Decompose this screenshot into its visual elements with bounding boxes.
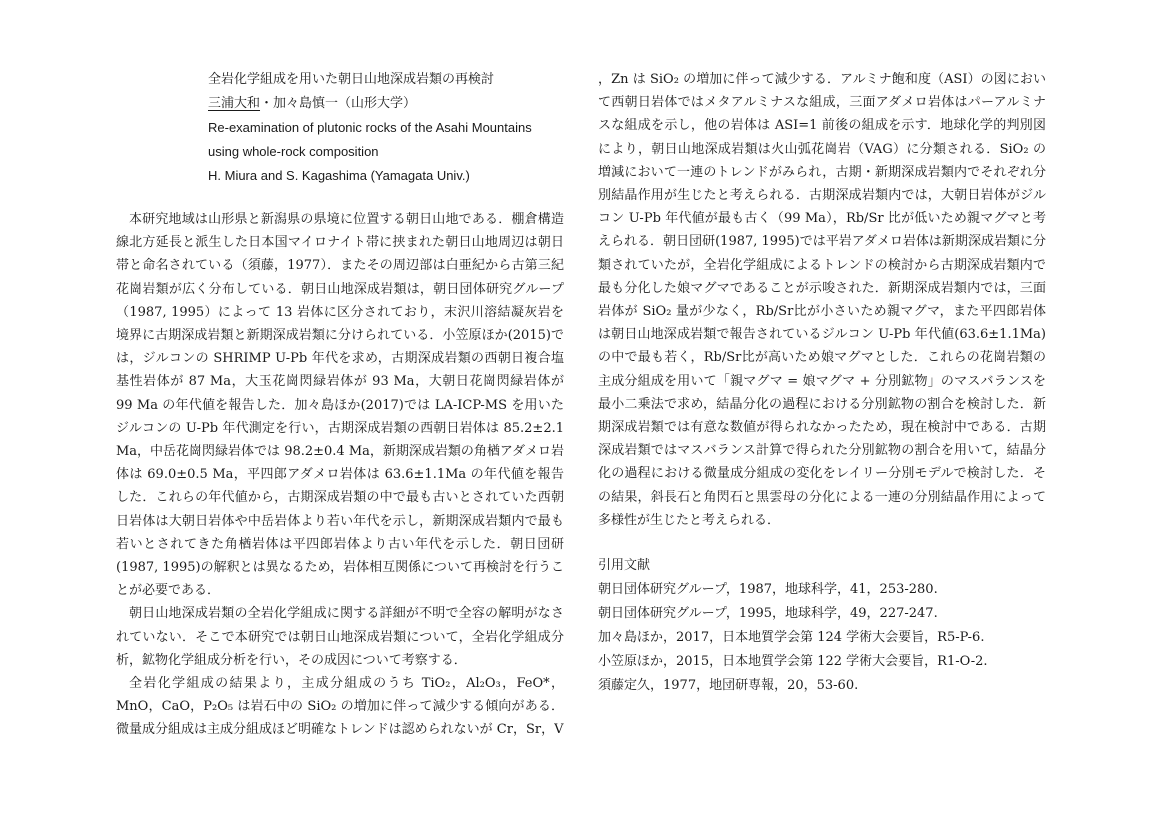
body-paragraph-3-continued: ，Zn は SiO₂ の増加に伴って減少する．アルミナ飽和度（ASI）の図において西朝日岩体ではメタアルミナスな組成，三面アダメロ岩体はパーアルミナスな組成を示し，他の岩体は ASI=1 前後の組成を示す．地球化学的判別図により，朝日山地深成岩類は火山弧花崗岩（VAG）に分類される．SiO₂ の増減において一連のトレンドがみられ，古期・新期深成岩類内でそれぞれ分別結晶作用が生じたと考えられる．古期深成岩類内では，大朝日岩体がジルコン U-Pb 年代値が最も古く（99 Ma），Rb/Sr 比が低いため親マグマと考えられる．朝日団研(1987, 1995)では平岩アダメロ岩体は新期深成岩類に分類されていたが，全岩化学組成によるトレンドの検討から古期深成岩類内で最も分化した娘マグマであることが示唆された．新期深成岩類内では，三面岩体が SiO₂ 量が少なく，Rb/Sr比が小さいため親マグマ，また平四郎岩体は朝日山地深成岩類で報告されているジルコン U-Pb 年代値(63.6±1.1Ma)の中で最も若く，Rb/Sr比が高いため娘マグマとした．これらの花崗岩類の主成分組成を用いて「親マグマ = 娘マグマ + 分別鉱物」のマスバランスを最小二乗法で求め，結晶分化の過程における分別鉱物の割合を検討した．新期深成岩類では有意な数値が得られなかったため，現在検討中である．古期深成岩類ではマスバランス計算で得られた分別鉱物の割合を用いて，結晶分化の過程における微量成分組成の変化をレイリー分別モデルで検討した．その結果，斜長石と角閃石と黒雲母の分化による一連の分別結晶作用によって多様性が生じたと考えられる． bbox=[598, 72, 1046, 528]
title-japanese: 全岩化学組成を用いた朝日山地深成岩類の再検討 bbox=[208, 72, 495, 87]
body-paragraph-3-start: 全岩化学組成の結果より，主成分組成のうち TiO₂，Al₂O₃，FeO*，MnO，CaO，P₂O₅ は岩石中の SiO₂ の増加に伴って減少する傾向がある．微量成分組成は主成分組成ほど明確なトレンドは認められないが Cr，Sr，V bbox=[116, 676, 564, 738]
body-text-left bbox=[116, 208, 564, 742]
reference-item: 加々島ほか，2017，日本地質学会第 124 学術大会要旨，R5-P-6. bbox=[598, 630, 985, 646]
title-english-line-1: Re-examination of plutonic rocks of the Asahi Mountains bbox=[208, 120, 532, 135]
authors-japanese bbox=[208, 92, 564, 116]
header-gap bbox=[116, 188, 564, 208]
reference-item: 朝日団体研究グループ，1987，地球科学，41，253-280. bbox=[598, 582, 938, 598]
presenting-author: 三浦大和 bbox=[208, 96, 261, 111]
left-column bbox=[116, 68, 564, 742]
co-authors: ・加々島慎一（山形大学） bbox=[260, 96, 417, 111]
reference-item: 須藤定久，1977，地団研専報，20，53-60. bbox=[598, 678, 859, 694]
abstract-header bbox=[208, 68, 564, 188]
references-heading: 引用文献 bbox=[598, 558, 651, 574]
body-paragraph-1: 本研究地域は山形県と新潟県の県境に位置する朝日山地である．棚倉構造線北方延長と派生した日本国マイロナイト帯に挟まれた朝日山地周辺は朝日帯と命名されている（須藤，1977）．またその周辺部は白亜紀から古第三紀花崗岩類が広く分布している．朝日山地深成岩類は，朝日団体研究グループ（1987, 1995）によって 13 岩体に区分されており，末沢川溶結凝灰岩を境界に古期深成岩類と新期深成岩類に分けられている．小笠原ほか(2015)では，ジルコンの SHRIMP U-Pb 年代を求め，古期深成岩類の西朝日複合塩基性岩体が 87 Ma，大玉花崗閃緑岩体が 93 Ma，大朝日花崗閃緑岩体が 99 Ma の年代値を報告した．加々島ほか(2017)では LA-ICP-MS を用いたジルコンの U-Pb 年代測定を行い，古期深成岩類の西朝日岩体は 85.2±2.1 Ma，中岳花崗閃緑岩体では 98.2±0.4 Ma，新期深成岩類の角楢アダメロ岩体は 69.0±0.5 Ma，平四郎アダメロ岩体は 63.6±1.1Ma の年代値を報告した．これらの年代値から，古期深成岩類の中で最も古いとされていた西朝日岩体は大朝日岩体や中岳岩体より若い年代を示し，新期深成岩類内で最も若いとされてきた角楢岩体は平四郎岩体より古い年代を示した．朝日団研(1987, 1995)の解釈とは異なるため，岩体相互関係について再検討を行うことが必要である． bbox=[116, 212, 564, 599]
authors-english: H. Miura and S. Kagashima (Yamagata Univ.) bbox=[208, 168, 470, 183]
body-paragraph-2: 朝日山地深成岩類の全岩化学組成に関する詳細が不明で全容の解明がなされていない．そこで本研究では朝日山地深成岩類について，全岩化学組成分析，鉱物化学組成分析を行い，その成因について考察する． bbox=[116, 606, 564, 668]
reference-item: 小笠原ほか，2015，日本地質学会第 122 学術大会要旨，R1-O-2. bbox=[598, 654, 988, 670]
right-column bbox=[598, 68, 1046, 698]
reference-item: 朝日団体研究グループ，1995，地球科学，49，227-247. bbox=[598, 606, 938, 622]
title-english-line-2: using whole-rock composition bbox=[208, 144, 379, 159]
references-section bbox=[598, 554, 1046, 698]
